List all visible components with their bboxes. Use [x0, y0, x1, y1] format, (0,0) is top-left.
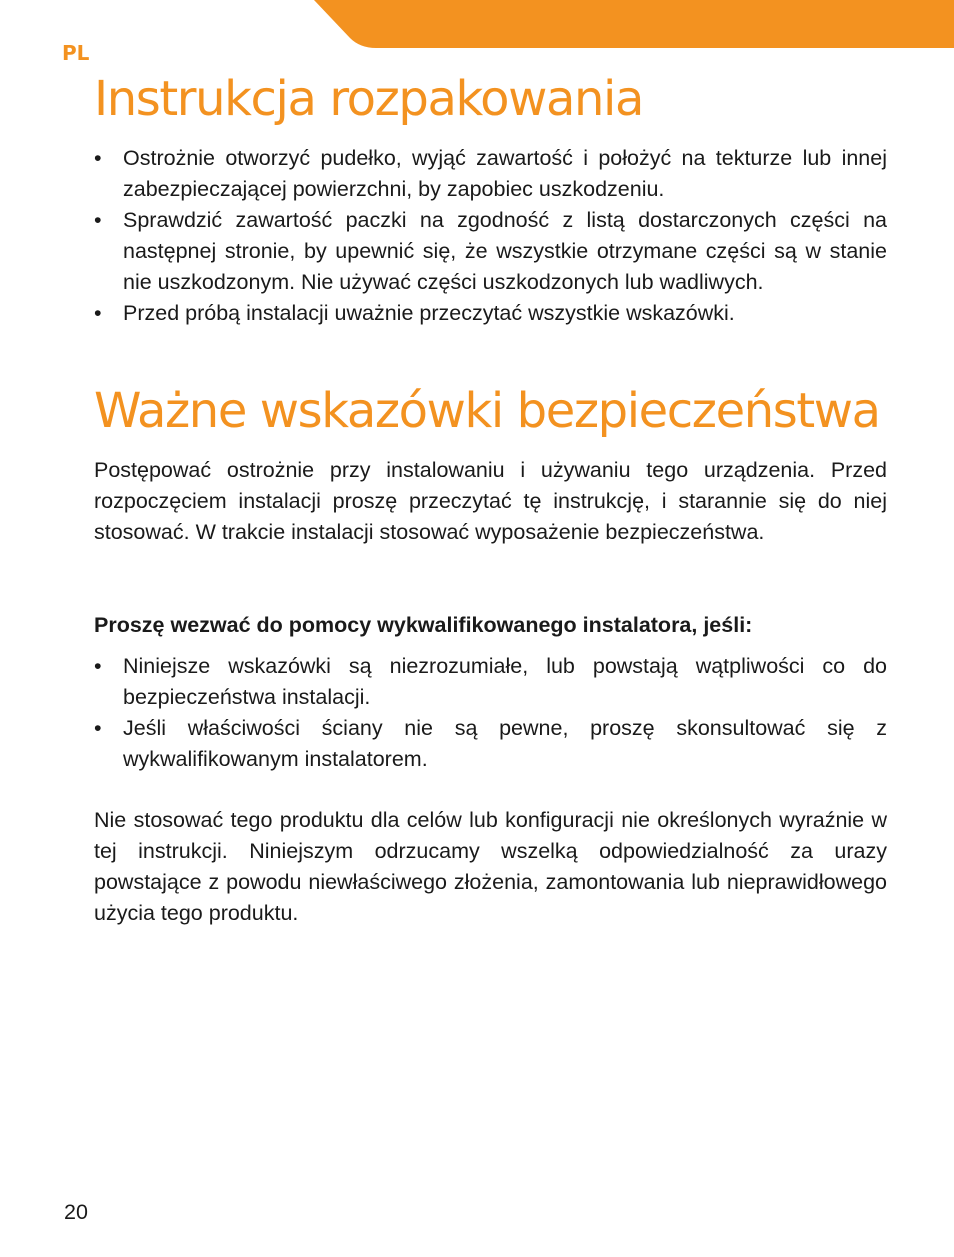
- unpacking-list: [94, 143, 887, 329]
- list-item: [94, 298, 887, 329]
- page-number: 20: [64, 1200, 88, 1224]
- list-item-text: Przed próbą instalacji uważnie przeczytać wszystkie wskazówki.: [123, 301, 735, 325]
- list-item-text: Jeśli właściwości ściany nie są pewne, proszę skonsultować się z wykwalifikowanym instalatorem.: [123, 716, 887, 771]
- safety-heading: Ważne wskazówki bezpieczeństwa: [94, 383, 880, 439]
- list-item-text: Sprawdzić zawartość paczki na zgodność z listą dostarczonych części na następnej stronie, by upewnić się, że wszystkie otrzymane części są w stanie nie uszkodzonym. Nie używać części uszkodzonych lub wadliwych.: [123, 208, 887, 294]
- list-item: [94, 713, 887, 775]
- list-item-text: Ostrożnie otworzyć pudełko, wyjąć zawartość i położyć na tekturze lub innej zabezpieczającej powierzchni, by zapobiec uszkodzeniu.: [123, 146, 887, 201]
- bullet-icon: •: [94, 716, 102, 740]
- unpacking-heading: Instrukcja rozpakowania: [94, 71, 643, 127]
- bullet-icon: •: [94, 208, 102, 232]
- list-item: [94, 143, 887, 205]
- language-label: PL: [62, 41, 90, 65]
- list-item: [94, 205, 887, 298]
- header-orange-tab: [314, 0, 954, 48]
- bullet-icon: •: [94, 301, 102, 325]
- safety-intro-paragraph: Postępować ostrożnie przy instalowaniu i używaniu tego urządzenia. Przed rozpoczęciem instalacji proszę przeczytać tę instrukcję, i starannie się do niej stosować. W trakcie instalacji stosować wyposażenie bezpieczeństwa.: [94, 458, 887, 544]
- bullet-icon: •: [94, 146, 102, 170]
- disclaimer-paragraph: Nie stosować tego produktu dla celów lub konfiguracji nie określonych wyraźnie w tej instrukcji. Niniejszym odrzucamy wszelką odpowiedzialność za urazy powstające z powodu niewłaściwego złożenia, zamontowania lub nieprawidłowego użycia tego produktu.: [94, 808, 887, 925]
- list-item: [94, 651, 887, 713]
- installer-list: [94, 651, 887, 775]
- list-item-text: Niniejsze wskazówki są niezrozumiałe, lub powstają wątpliwości co do bezpieczeństwa instalacji.: [123, 654, 887, 709]
- installer-heading: Proszę wezwać do pomocy wykwalifikowanego instalatora, jeśli:: [94, 613, 753, 637]
- bullet-icon: •: [94, 654, 102, 678]
